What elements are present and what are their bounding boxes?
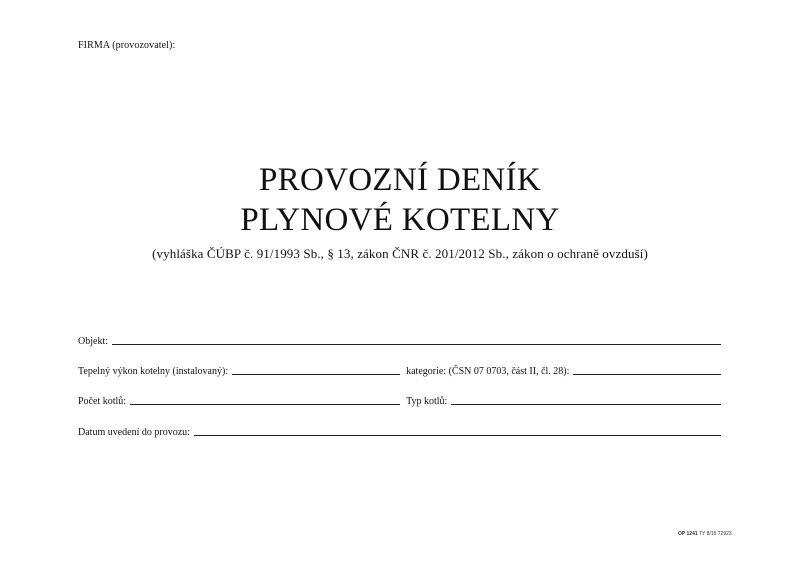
tepelny-vykon-line[interactable]	[232, 365, 400, 375]
field-row-datum-uvedeni	[78, 424, 721, 438]
datum-uvedeni-label: Datum uvedení do provozu:	[78, 427, 190, 438]
subtitle: (vyhláška ČÚBP č. 91/1993 Sb., § 13, zákon ČNR č. 201/2012 Sb., zákon o ochraně ovzduší)	[152, 246, 648, 261]
form-code-sub: TY 8/15 72923	[698, 531, 732, 537]
field-row-tepelny-vykon	[78, 363, 721, 377]
field-row-objekt	[78, 333, 721, 347]
form-code-main: OP 1241	[678, 531, 698, 537]
tepelny-vykon-label: Tepelný výkon kotelny (instalovaný):	[78, 366, 229, 377]
firma-label: FIRMA (provozovatel):	[78, 40, 176, 51]
typ-kotlu-label: Typ kotlů:	[406, 396, 448, 407]
pocet-kotlu-label: Počet kotlů:	[78, 396, 127, 407]
objekt-label: Objekt:	[78, 336, 108, 347]
title-line-2: PLYNOVÉ KOTELNY	[240, 202, 560, 238]
datum-uvedeni-line[interactable]	[194, 426, 721, 436]
kategorie-line[interactable]	[573, 365, 721, 375]
form-code	[678, 531, 732, 537]
pocet-kotlu-line[interactable]	[130, 395, 400, 405]
kategorie-label: kategorie: (ČSN 07 0703, část II, čl. 28):	[406, 366, 570, 377]
objekt-line[interactable]	[112, 335, 721, 345]
title-block	[0, 160, 800, 262]
field-row-pocet-kotlu	[78, 393, 721, 407]
typ-kotlu-line[interactable]	[451, 395, 721, 405]
title-line-1: PROVOZNÍ DENÍK	[259, 162, 541, 198]
